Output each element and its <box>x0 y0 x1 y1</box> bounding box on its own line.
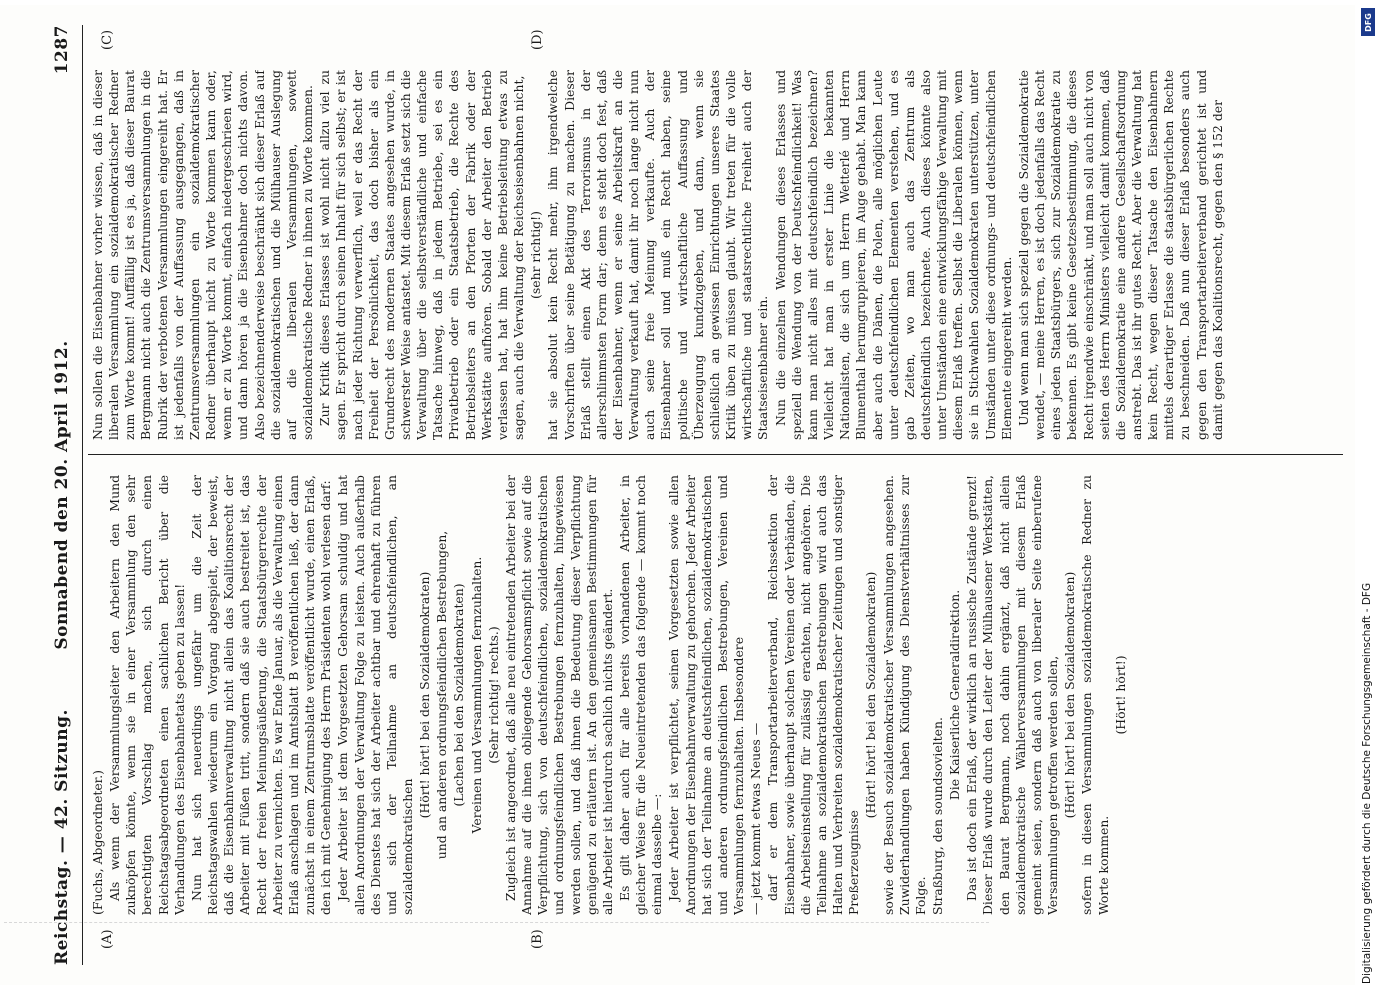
paragraph: (Hört! hört! bei den Sozialdemokraten) <box>863 571 879 819</box>
paragraph: Zur Kritik dieses Erlasses ist wohl nicht allzu viel zu sagen. Er spricht durch seinen Inhalt für sich selbst; er ist nach jeder Richtung verwerflich, weil er das Recht der Freiheit der Persönlichkeit, das doch bisher als ein Grundrecht des modernen Staates angesehen wurde, in schwerster Weise antastet. Mit diesem Erlaß setzt sich die Verwaltung über die selbstverständliche und einfache Tatsache hinweg, daß in jedem Betriebe, sei es ein Privatbetrieb oder ein Staatsbetrieb, die Rechte des Betriebsleiters an den Pforten der Fabrik oder der Werkstätte aufhören. Sobald der Arbeiter den Betrieb verlassen hat, hat ihm keine Betriebsleitung etwas zu sagen, auch die Verwaltung der Reichseisenbahnen nicht, <box>317 70 527 440</box>
header-date: Sonnabend den 20. April 1912. <box>52 340 72 650</box>
paragraph: (Sehr richtig! rechts.) <box>485 626 501 764</box>
paragraph: (Fuchs, Abgeordneter.) <box>90 770 105 915</box>
text-column-left <box>90 475 1343 915</box>
paragraph: (Lachen bei den Sozialdemokraten) <box>451 583 467 807</box>
paragraph: Das ist doch ein Erlaß, der wirklich an russische Zustände grenzt! Dieser Erlaß wurde durch den Leiter der Mülhausener Werkstätten, den Baurat Bergmann, noch dahin ergänzt, daß nicht allein sozialdemokratische Wählerversammlungen mit diesem Erlaß gemeint seien, sondern daß auch von liberaler Seite einberufene Versammlungen getroffen werden sollen, <box>964 475 1061 915</box>
paragraph: sofern in diesen Versammlungen sozialdemokratische Redner zu Worte kommen. <box>1079 475 1111 915</box>
page-header <box>52 25 80 965</box>
digitization-note: Digitalisierung gefördert durch die Deutsche Forschungsgemeinschaft - DFG <box>1361 582 1373 984</box>
paragraph: (Hört! hört!) <box>1112 655 1128 735</box>
paragraph: Vereinen und Versammlungen fernzuhalten. <box>468 556 484 834</box>
margin-letter-b: (B) <box>530 929 545 949</box>
dfg-logo: DFG <box>1361 8 1375 36</box>
paragraph: — jetzt kommt etwas Neues — <box>748 722 764 915</box>
paragraph: (sehr richtig!) <box>528 211 544 299</box>
paragraph: Straßburg, den soundsovielten. <box>929 717 945 915</box>
paragraph: Als wenn der Versammlungsleiter den Arbeitern den Mund zuknöpfen könnte, wenn sie in einer Versammlung den sehr berechtigten Vorschlag machen, sich durch einen Reichstagsabgeordneten einen sachlichen Bericht über die Verhandlungen des Eisenbahnetats geben zu lassen! <box>107 475 187 915</box>
page-number: 1287 <box>52 25 72 75</box>
paragraph: Nun hat sich neuerdings ungefähr um die Zeit der Reichstagswahlen wiederum ein Vorgang abgespielt, der beweist, daß die Eisenbahnverwaltung nicht allein das Koalitionsrecht der Arbeiter mit Füßen tritt, sondern daß sie auch bestreitet ist, das Recht der freien Meinungsäußerung, die Staatsbürgerrechte der Arbeiter zu vernichten. Es war Ende Januar, als die Verwaltung einen Erlaß anschlagen und im Amtsblatt B veröffentlichen ließ, der dann zunächst in einem Zentrumsblatte veröffentlicht wurde, einen Erlaß, den ich mit Genehmigung des Herrn Präsidenten wohl verlesen darf: <box>188 475 334 915</box>
text-column-right <box>90 70 1343 440</box>
margin-letter-c: (C) <box>100 29 115 50</box>
header-left: Reichstag. — 42. Sitzung. <box>52 709 72 965</box>
column-divider <box>88 454 1343 455</box>
paragraph: Jeder Arbeiter ist verpflichtet, seinen Vorgesetzten sowie allen Anordnungen der Eisenbahnverwaltung zu gehorchen. Jeder Arbeiter hat sich der Teilnahme an deutschfeindlichen, sozialdemokratischen und anderen ordnungsfeindlichen Bestrebungen, Vereinen und Versammlungen fernzuhalten. Insbesondere <box>666 475 747 915</box>
paragraph: hat sie absolut kein Recht mehr, ihm irgendwelche Vorschriften über seine Betätigung zu machen. Dieser Erlaß stellt einen Akt des Terrorismus in der allerschlimmsten Form dar; denn es steht doch fest, daß der Eisenbahner, wenn er seine Arbeitskraft an die Verwaltung verkauft hat, damit ihr noch lange nicht nun auch seine freie Meinung verkaufte. Auch der Eisenbahner soll und muß ein Recht haben, seine politische und wirtschaftliche Auffassung und Überzeugung kundzugeben, und dann, wenn sie schließlich an gewissen Einrichtungen unseres Staates Kritik üben zu müssen glaubt. Wir treten für die volle wirtschaftliche und staatsrechtliche Freiheit auch der Staatseisenbahner ein. <box>545 70 771 440</box>
paragraph: und an anderen ordnungsfeindlichen Bestrebungen, <box>434 530 450 860</box>
paragraph: Nun sollen die Eisenbahner vorher wissen, daß in dieser liberalen Versammlung ein sozialdemokratischer Redner zum Worte kommt! Auffällig ist es ja, daß dieser Baurat Bergmann nicht auch die Zentrumsversammlungen in die Rubrik der verbotenen Versammlungen eingereiht hat. Er ist jedenfalls von der Auffassung ausgegangen, daß in Zentrumsversammlungen ein sozialdemokratischer Redner überhaupt nicht zu Worte kommen kann oder, wenn er zu Worte kommt, einfach niedergeschrieen wird, und dann hören ja die Eisenbahner doch nichts davon. Also bezeichnenderweise beschränkt sich dieser Erlaß auf die sozialdemokratischen und die Mülhauser Auslegung auf die liberalen Versammlungen, sowett sozialdemokratische Redner in ihnen zu Worte kommen. <box>90 70 316 440</box>
paragraph: sowie der Besuch sozialdemokratischer Versammlungen angesehen. Zuwiderhandlungen haben Kündigung des Dienstverhältnisses zur Folge. <box>880 475 928 915</box>
paragraph: Und wenn man sich speziell gegen die Sozialdemokratie wendet, — meine Herren, es ist doch jedenfalls das Recht eines jeden Staatsbürgers, sich zur Sozialdemokratie zu bekennen. Es gibt keine Gesetzesbestimmung, die dieses Recht irgendwie einschränkt, und man soll auch nicht von seiten des Herrn Ministers vielleicht damit kommen, daß die Sozialdemokratie eine andere Gesellschaftsordnung anstrebt. Das ist ihr gutes Recht. Aber die Verwaltung hat kein Recht, wegen dieser Tatsache den Eisenbahnern mittels derartiger Erlasse die staatsbürgerlichen Rechte zu beschneiden. Daß nun dieser Erlaß besonders auch gegen den Transportarbeiterverband gerichtet ist und damit gegen das Koalitionsrecht, gegen den § 152 der <box>1015 70 1225 440</box>
paragraph: Nun die einzelnen Wendungen dieses Erlasses und speziell die Wendung von der Deutschfeindlichkeit! Was kann man nicht alles mit deutschfeindlich bezeichnen? Vielleicht hat man in erster Linie die bekannten Nationalisten, die sich um Herrn Wetterlé und Herrn Blumenthal herumgruppieren, im Auge gehabt. Man kann aber auch die Dänen, die Polen, alle möglichen Leute unter deutschfeindlichen Elementen verstehen, und es gab Zeiten, wo man auch das Zentrum als deutschfeindlich bezeichnete. Auch dieses könnte also unter Umständen eine entwicklungsfähige Verwaltung mit diesem Erlaß treffen. Selbst die Liberalen können, wenn sie in Stichwahlen Sozialdemokraten unterstützen, unter Umständen unter diese ordnungs- und deutschfeindlichen Elemente eingereiht werden. <box>772 70 1014 440</box>
paragraph: (Hört! hört! bei den Sozialdemokraten) <box>417 571 433 819</box>
paragraph: Zugleich ist angeordnet, daß alle neu eintretenden Arbeiter bei der Annahme auf die ihnen obliegende Gehorsamspflicht sowie auf die Verpflichtung, sich von deutschfeindlichen, sozialdemokratischen und ordnungsfeindlichen Bestrebungen fernzuhalten, hingewiesen werden sollen, und daß ihnen die Bedeutung dieser Verpflichtung genügend zu erläutern ist. An den gemeinsamen Bestimmungen für alle Arbeiter ist hierdurch sachlich nichts geändert. <box>502 475 615 915</box>
document-page <box>0 5 1355 985</box>
paragraph: (Hört! hört! bei den Sozialdemokraten) <box>1062 571 1078 819</box>
margin-letter-d: (D) <box>530 29 545 50</box>
paragraph: darf er dem Transportarbeiterverband, Reichssektion der Eisenbahner, sowie überhaupt solchen Vereinen oder Verbänden, die die Arbeitseinstellung für zulässig erachten, nicht angehören. Die Teilnahme an sozialdemokratischen Bestrebungen wird auch das Halten und Verbreiten sozialdemokratischer Zeitungen und sonstiger Preßerzeugnisse <box>765 475 862 915</box>
margin-letter-a: (A) <box>100 929 115 949</box>
header-rule <box>82 25 83 965</box>
paragraph: Die Kaiserliche Generaldirektion. <box>947 589 963 801</box>
paragraph: Jeder Arbeiter ist dem Vorgesetzten Gehorsam schuldig und hat allen Anordnungen der Verwaltung Folge zu leisten. Auch außerhalb des Dienstes hat sich der Arbeiter achtbar und ehrenhaft zu führen und sich der Teilnahme an deutschfeindlichen, an sozialdemokratischen <box>335 475 415 915</box>
paragraph: Es gilt daher auch für alle bereits vorhandenen Arbeiter, in gleicher Weise für die Neueintretenden das folgende — kommt noch einmal dasselbe —: <box>617 475 665 915</box>
